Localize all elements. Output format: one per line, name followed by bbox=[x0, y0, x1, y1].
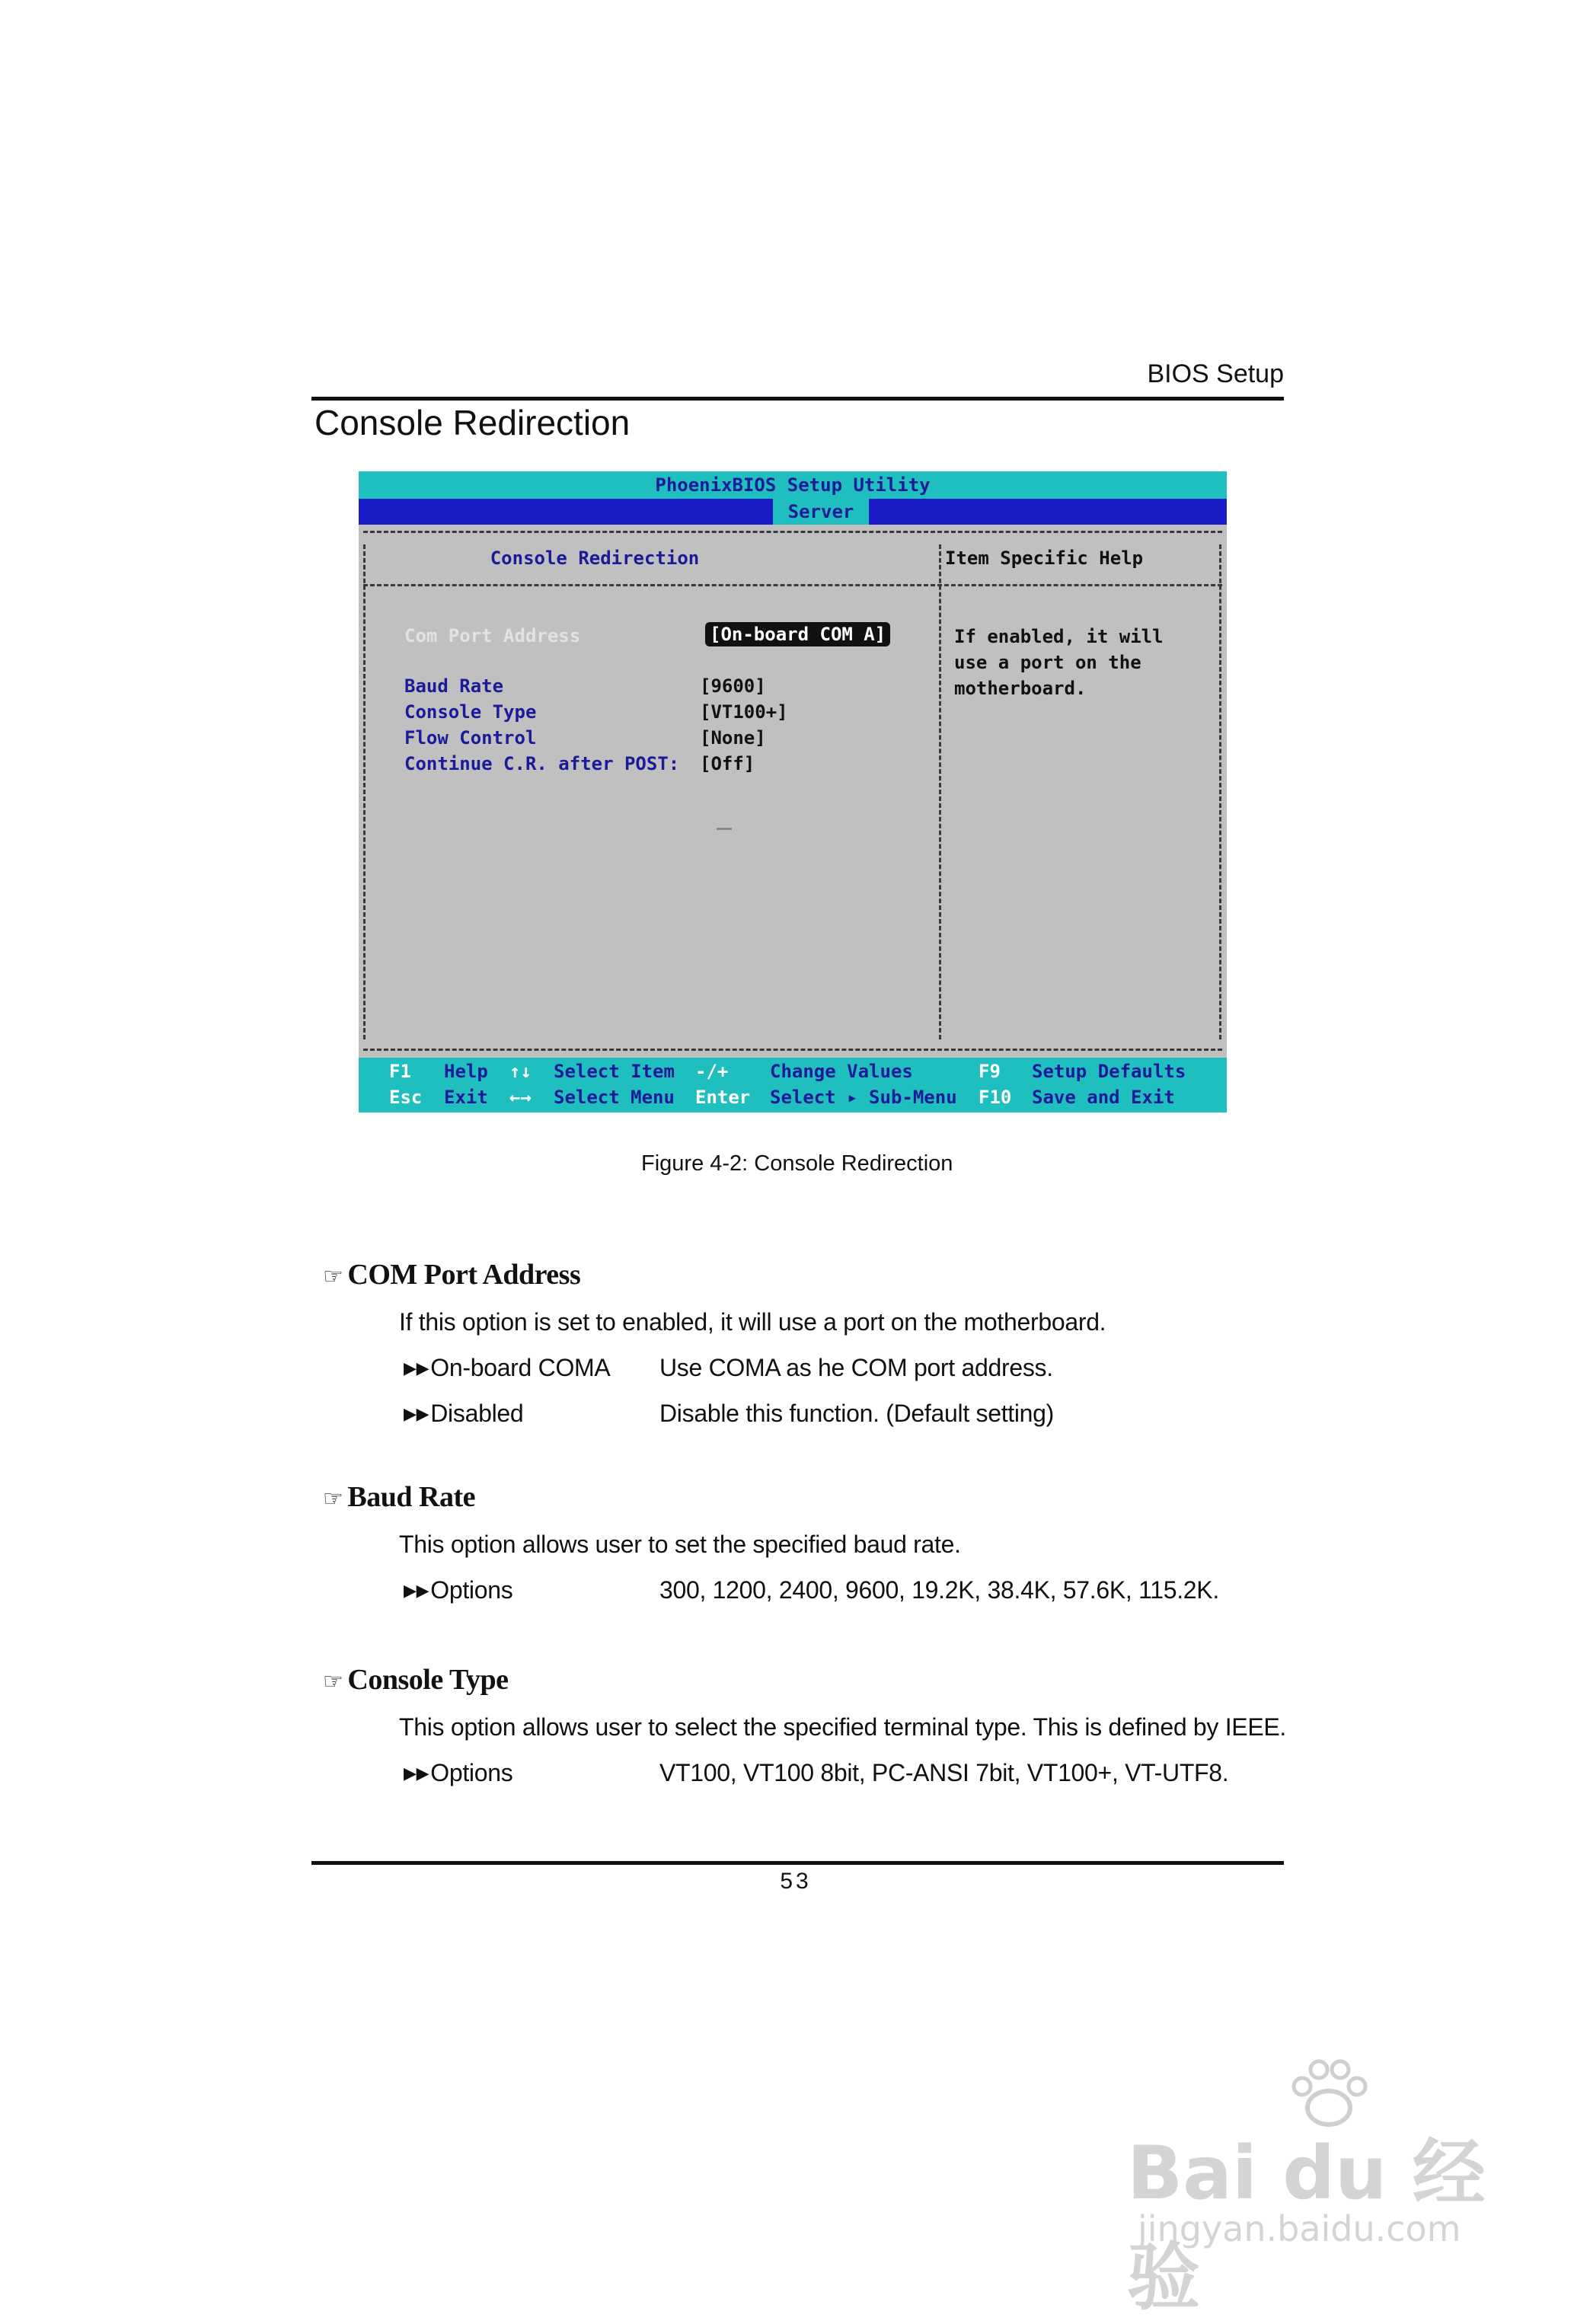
pointing-hand-icon: ☞ bbox=[323, 1486, 343, 1512]
footer-key: ←→ bbox=[509, 1087, 532, 1108]
double-arrow-icon: ▶▶ bbox=[404, 1359, 429, 1378]
section-title-com-port-address bbox=[323, 1258, 580, 1291]
bios-footer bbox=[359, 1058, 1227, 1113]
option-name-text: Disabled bbox=[430, 1400, 524, 1427]
section-title-text: COM Port Address bbox=[347, 1259, 581, 1291]
bios-value-com-port-address[interactable]: [On-board COM A] bbox=[705, 622, 890, 646]
bottom-divider bbox=[311, 1861, 1284, 1865]
footer-desc: Exit bbox=[444, 1087, 488, 1108]
bios-frame-bottom bbox=[363, 1049, 1222, 1051]
footer-desc: Select Menu bbox=[554, 1087, 675, 1108]
bios-utility-title: PhoenixBIOS Setup Utility bbox=[359, 471, 1227, 499]
bios-section-title: Console Redirection bbox=[490, 547, 700, 569]
bios-item-continue-cr[interactable]: Continue C.R. after POST: bbox=[404, 753, 680, 774]
section-title-baud-rate bbox=[323, 1480, 475, 1514]
footer-key: Esc bbox=[389, 1087, 423, 1108]
figure-caption: Figure 4-2: Console Redirection bbox=[641, 1151, 953, 1176]
bios-help-line: motherboard. bbox=[954, 678, 1087, 699]
bios-help-text bbox=[954, 624, 1205, 701]
footer-key: F1 bbox=[389, 1061, 411, 1082]
bios-screenshot bbox=[359, 471, 1227, 1113]
bios-frame-header-rule bbox=[363, 584, 1222, 586]
section-description: If this option is set to enabled, it will use a port on the motherboard. bbox=[399, 1308, 1106, 1336]
footer-key: -/+ bbox=[695, 1061, 729, 1082]
section-title-text: Baud Rate bbox=[347, 1481, 475, 1513]
footer-desc: Help bbox=[444, 1061, 488, 1082]
option-name-text: On-board COMA bbox=[430, 1354, 611, 1381]
running-header: BIOS Setup bbox=[1147, 359, 1284, 388]
footer-desc: Change Values bbox=[770, 1061, 913, 1082]
bios-frame-left bbox=[363, 544, 366, 1039]
bios-item-com-port-address[interactable]: Com Port Address bbox=[404, 625, 581, 646]
option-name bbox=[404, 1400, 523, 1428]
bios-value-console-type[interactable]: [VT100+] bbox=[700, 701, 788, 723]
footer-desc: Save and Exit bbox=[1032, 1087, 1175, 1108]
bios-cursor bbox=[717, 828, 732, 830]
footer-desc: Select Item bbox=[554, 1061, 675, 1082]
bios-help-line: If enabled, it will bbox=[954, 626, 1164, 647]
bios-value-baud-rate[interactable]: [9600] bbox=[700, 675, 766, 697]
bios-item-flow-control[interactable]: Flow Control bbox=[404, 727, 537, 749]
option-description: 300, 1200, 2400, 9600, 19.2K, 38.4K, 57.6K, 115.2K. bbox=[659, 1576, 1219, 1604]
bios-item-console-type[interactable]: Console Type bbox=[404, 701, 537, 723]
bios-value-flow-control[interactable]: [None] bbox=[700, 727, 766, 749]
footer-desc: Select ▸ Sub-Menu bbox=[770, 1087, 957, 1108]
page-title: Console Redirection bbox=[314, 403, 631, 442]
section-title-text: Console Type bbox=[347, 1664, 509, 1696]
bios-frame-top bbox=[363, 531, 1222, 533]
bios-help-title: Item Specific Help bbox=[945, 547, 1144, 569]
top-divider bbox=[311, 397, 1284, 401]
option-description: VT100, VT100 8bit, PC-ANSI 7bit, VT100+, VT-UTF8. bbox=[659, 1759, 1229, 1786]
option-description: Use COMA as he COM port address. bbox=[659, 1354, 1053, 1381]
footer-key: Enter bbox=[695, 1087, 751, 1108]
footer-key: ↑↓ bbox=[509, 1061, 532, 1082]
watermark-url: jingyan.baidu.com bbox=[1138, 2208, 1461, 2249]
bios-frame-right bbox=[1219, 544, 1221, 1039]
double-arrow-icon: ▶▶ bbox=[404, 1582, 429, 1601]
option-name-text: Options bbox=[430, 1576, 513, 1604]
bios-item-baud-rate[interactable]: Baud Rate bbox=[404, 675, 504, 697]
pointing-hand-icon: ☞ bbox=[323, 1668, 343, 1695]
option-name bbox=[404, 1759, 512, 1787]
bios-value-continue-cr[interactable]: [Off] bbox=[700, 753, 755, 774]
double-arrow-icon: ▶▶ bbox=[404, 1764, 429, 1783]
double-arrow-icon: ▶▶ bbox=[404, 1405, 429, 1424]
bios-help-line: use a port on the bbox=[954, 652, 1141, 673]
page-number: 53 bbox=[780, 1869, 812, 1894]
bios-tab-server[interactable]: Server bbox=[773, 499, 869, 525]
bios-frame-divider bbox=[939, 544, 941, 1039]
pointing-hand-icon: ☞ bbox=[323, 1263, 343, 1290]
option-name bbox=[404, 1576, 512, 1604]
baidu-watermark bbox=[1127, 2056, 1508, 2320]
footer-key: F9 bbox=[979, 1061, 1001, 1082]
section-description: This option allows user to select the specified terminal type. This is defined by IEEE. bbox=[399, 1713, 1287, 1741]
option-description: Disable this function. (Default setting) bbox=[659, 1400, 1055, 1427]
option-name bbox=[404, 1354, 610, 1382]
footer-desc: Setup Defaults bbox=[1032, 1061, 1186, 1082]
section-description: This option allows user to set the specified baud rate. bbox=[399, 1531, 961, 1558]
watermark-logo: Bai du 经验 bbox=[1127, 2131, 1486, 2320]
option-name-text: Options bbox=[430, 1759, 513, 1786]
footer-key: F10 bbox=[979, 1087, 1012, 1108]
section-title-console-type bbox=[323, 1663, 509, 1697]
